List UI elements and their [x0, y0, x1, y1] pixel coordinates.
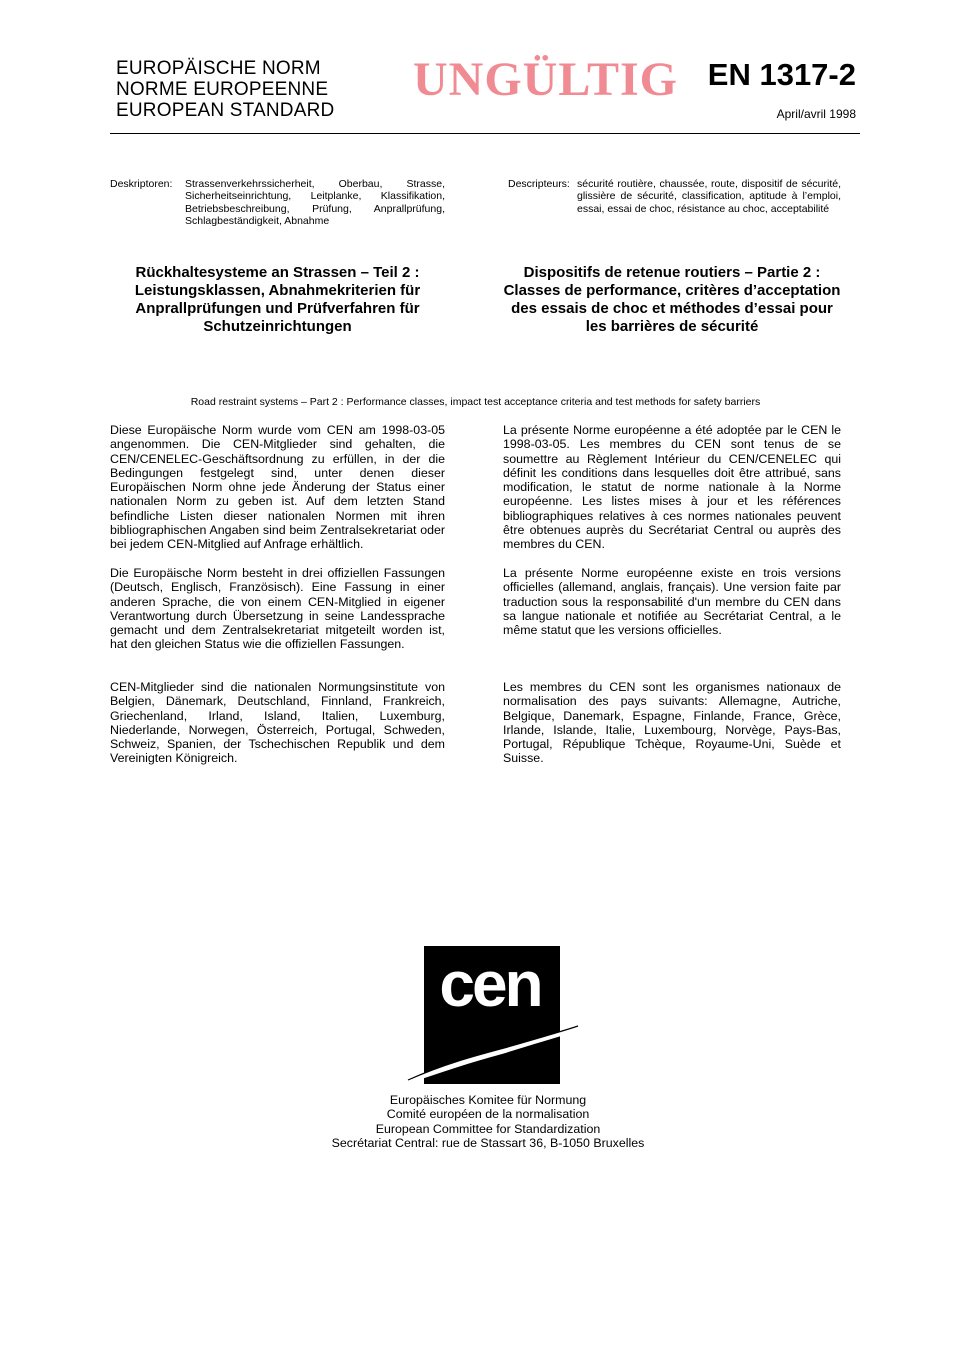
title-en: Road restraint systems – Part 2 : Performance classes, impact test acceptance criteria and test methods for safety barriers [190, 396, 761, 408]
invalid-stamp: UNGÜLTIG [413, 53, 678, 106]
footer-line-fr: Comité européen de la normalisation [386, 1107, 590, 1122]
paragraph-de-adoption: Diese Europäische Norm wurde vom CEN am 1998-03-05 angenommen. Die CEN-Mitglieder sind gehalten, die CEN/CENELEC-Geschäftsordnung zu erfüllen, in der die Bedingungen festgelegt sind, unter denen dieser Europäischen Norm ohne jede Änderung der Status einer nationalen Norm zu geben ist. Auf dem letzten Stand befindliche Listen dieser nationalen Normen mit ihren bibliographischen Angaben sind beim Zentralsekretariat oder bei jedem CEN-Mitglied auf Anfrage erhältlich. [110, 423, 445, 552]
paragraph-de-versions: Die Europäische Norm besteht in drei offiziellen Fassungen (Deutsch, Englisch, Französisch). Eine Fassung in einer anderen Sprache, die von einem CEN-Mitglied in eigener Verantwortung durch Übersetzung in seine Landessprache gemacht und dem Zentralsekretariat mitgeteilt worden ist, hat den gleichen Status wie die offiziellen Fassungen. [110, 566, 445, 652]
descriptors-fr-text: sécurité routière, chaussée, route, dispositif de sécurité, glissière de sécurité, classification, aptitude à l’emploi, essai, essai de choc, résistance au choc, acceptabilité [577, 178, 841, 215]
descriptors-de-text: Strassenverkehrssicherheit, Oberbau, Strasse, Sicherheitseinrichtung, Leitplanke, Klassifikation, Betriebsbeschreibung, Prüfung, Anprallprüfung, Schlagbeständigkeit, Abnahme [185, 178, 445, 228]
title-de: Rückhaltesysteme an Strassen – Teil 2 : Leistungsklassen, Abnahmekriterien für Anprallprüfungen und Prüfverfahren für Schutzeinrichtungen [134, 264, 421, 335]
publication-date: April/avril 1998 [776, 107, 856, 121]
cen-logo [404, 944, 580, 1088]
paragraph-fr-adoption: La présente Norme européenne a été adoptée par le CEN le 1998-03-05. Les membres du CEN sont tenus de se soumettre au Règlement Intérieur du CEN/CENELEC qui définit les conditions dans lesquelles doit être attribué, sans modification, le statut de norme nationale à la Norme européenne. Les listes mises à jour et les références bibliographiques relatives à ces normes nationales peuvent être obtenues auprès du Secrétariat Central ou auprès des membres du CEN. [503, 423, 841, 552]
paragraph-fr-members: Les membres du CEN sont les organismes nationaux de normalisation des pays suivants: Allemagne, Autriche, Belgique, Danemark, Espagne, Finlande, France, Grèce, Irlande, Islande, Italie, Luxembourg, Norvège, Pays-Bas, Portugal, République Tchèque, Royaume-Uni, Suède et Suisse. [503, 680, 841, 766]
paragraph-de-members: CEN-Mitglieder sind die nationalen Normungsinstitute von Belgien, Dänemark, Deutschland, Finnland, Frankreich, Griechenland, Irland, Island, Italien, Luxemburg, Niederlande, Norwegen, Österreich, Portugal, Schweden, Schweiz, Spanien, der Tschechischen Republik und dem Vereinigten Königreich. [110, 680, 445, 766]
standard-number: EN 1317-2 [707, 57, 856, 92]
norm-type-block [116, 58, 334, 121]
paragraph-fr-versions: La présente Norme européenne existe en trois versions officielles (allemand, anglais, français). Une version faite par traduction sous la responsabilité d'un membre du CEN dans sa langue nationale et notifiée au Secrétariat Central, a le même statut que les versions officielles. [503, 566, 841, 638]
cen-address-block [110, 1093, 866, 1151]
cen-logo-text: cen [439, 948, 541, 1020]
descriptors-de-label: Deskriptoren: [110, 178, 173, 190]
norm-type-en: EUROPEAN STANDARD [116, 100, 335, 121]
descriptors-fr-label: Descripteurs: [508, 178, 570, 190]
footer-line-en: European Committee for Standardization [375, 1121, 601, 1136]
norm-type-de: EUROPÄISCHE NORM [116, 58, 321, 79]
norm-type-fr: NORME EUROPEENNE [116, 79, 329, 100]
footer-address: Secrétariat Central: rue de Stassart 36, B-1050 Bruxelles [331, 1136, 645, 1151]
header-divider [110, 133, 860, 134]
title-fr: Dispositifs de retenue routiers – Partie 2 : Classes de performance, critères d’acceptation des essais de choc et méthodes d’essai pour les barrières de sécurité [503, 264, 841, 335]
footer-line-de: Europäisches Komitee für Normung [389, 1093, 587, 1107]
